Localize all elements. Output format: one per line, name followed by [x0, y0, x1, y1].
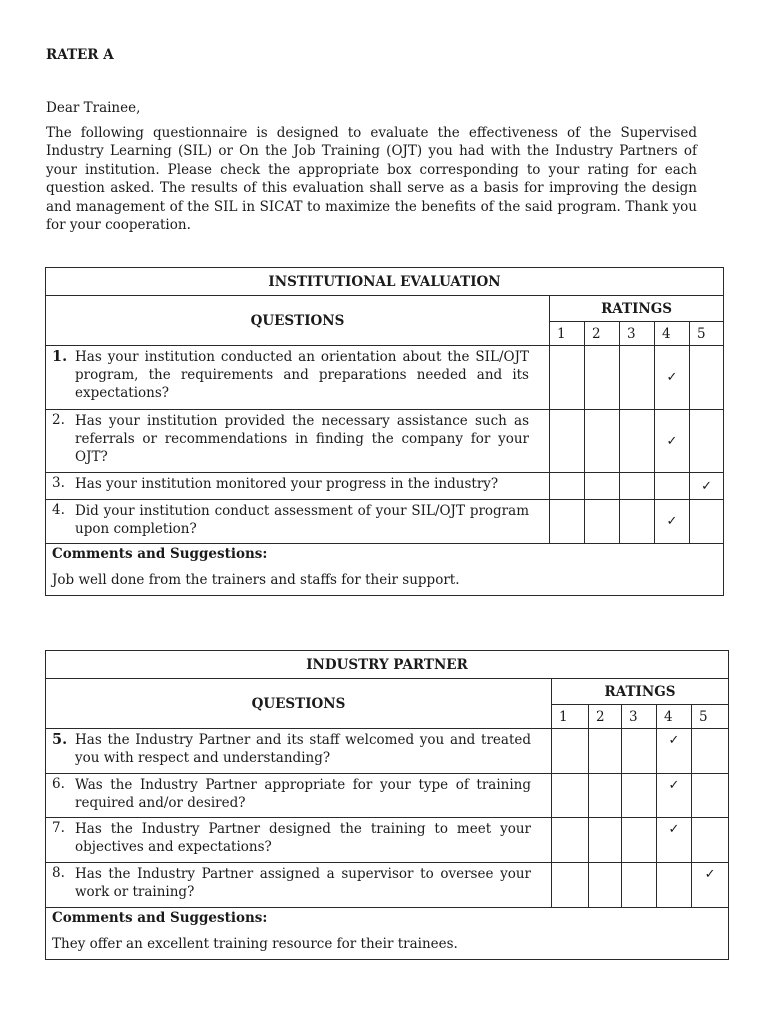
question-cell [46, 774, 552, 818]
comments-row [46, 544, 724, 596]
check-mark-icon: ✓ [666, 370, 678, 385]
rating-box-5[interactable] [690, 473, 724, 500]
comments-label: Comments and Suggestions: [52, 910, 268, 926]
question-text: Was the Industry Partner appropriate for your type of training required and/or desired? [75, 777, 531, 812]
rating-box-2[interactable] [585, 473, 620, 500]
rating-box-2[interactable] [589, 729, 622, 774]
rating-scale-2: 2 [589, 705, 622, 729]
ratings-header: RATINGS [550, 296, 724, 322]
table-title: INSTITUTIONAL EVALUATION [46, 268, 724, 296]
table-title: INDUSTRY PARTNER [46, 651, 729, 679]
rater-label: RATER A [46, 47, 114, 63]
table-row [46, 346, 724, 410]
check-mark-icon: ✓ [666, 433, 678, 449]
rating-scale-4: 4 [655, 322, 690, 346]
question-text: Did your institution conduct assessment of your SIL/OJT program upon completion? [75, 503, 529, 538]
table-row [46, 500, 724, 544]
check-mark-icon: ✓ [701, 478, 712, 494]
rating-box-1[interactable] [552, 774, 589, 818]
question-number: 5. [52, 731, 68, 748]
question-text: Has the Industry Partner and its staff welcomed you and treated you with respect and understanding? [75, 732, 531, 767]
rating-scale-1: 1 [550, 322, 585, 346]
question-text: Has the Industry Partner designed the training to meet your objectives and expectations? [75, 821, 531, 856]
rating-scale-4: 4 [657, 705, 692, 729]
question-number: 2. [52, 412, 65, 428]
question-cell [46, 346, 550, 410]
rating-box-3[interactable] [622, 818, 657, 863]
rating-box-1[interactable] [552, 818, 589, 863]
rating-box-2[interactable] [585, 410, 620, 473]
rating-scale-1: 1 [552, 705, 589, 729]
rating-box-1[interactable] [550, 346, 585, 410]
rating-box-4[interactable] [657, 863, 692, 908]
intro-paragraph: The following questionnaire is designed to evaluate the effectiveness of the Supervised Industry Learning (SIL) or On the Job Training (OJT) you had with the Industry Partners of your institution. Please check the appropriate box corresponding to your rating for each question asked. The results of this evaluation shall serve as a basis for improving the design and management of the SIL in SICAT to maximize the benefits of the said program. Thank you for your cooperation. [46, 125, 697, 234]
question-cell [46, 500, 550, 544]
question-number: 8. [52, 865, 65, 881]
comments-label: Comments and Suggestions: [52, 546, 268, 562]
comments-cell [46, 908, 729, 960]
question-cell [46, 863, 552, 908]
comments-cell [46, 544, 724, 596]
rating-box-4[interactable] [655, 410, 690, 473]
rating-scale-3: 3 [622, 705, 657, 729]
check-mark-icon: ✓ [704, 867, 716, 882]
question-number: 6. [52, 776, 65, 792]
question-number: 7. [52, 820, 65, 836]
question-text: Has your institution conducted an orientation about the SIL/OJT program, the requirements and preparations needed and its expectations? [75, 349, 529, 402]
rating-box-5[interactable] [692, 818, 729, 863]
rating-box-4[interactable] [655, 500, 690, 544]
table-row [46, 863, 729, 908]
rating-box-3[interactable] [620, 410, 655, 473]
check-mark-icon: ✓ [668, 733, 680, 748]
question-text: Has the Industry Partner assigned a supervisor to oversee your work or training? [75, 866, 531, 901]
table-row [46, 774, 729, 818]
rating-box-3[interactable] [620, 473, 655, 500]
rating-box-5[interactable] [692, 729, 729, 774]
question-cell [46, 818, 552, 863]
check-mark-icon: ✓ [666, 514, 678, 529]
rating-box-1[interactable] [550, 500, 585, 544]
rating-box-4[interactable] [657, 818, 692, 863]
question-number: 3. [52, 475, 65, 491]
rating-box-5[interactable] [692, 774, 729, 818]
question-number: 1. [52, 348, 68, 365]
rating-box-3[interactable] [620, 346, 655, 410]
question-text: Has your institution monitored your progress in the industry? [75, 476, 499, 492]
question-number: 4. [52, 502, 65, 518]
rating-scale-2: 2 [585, 322, 620, 346]
check-mark-icon: ✓ [668, 778, 680, 793]
table-row [46, 818, 729, 863]
rating-box-4[interactable] [657, 729, 692, 774]
rating-box-3[interactable] [620, 500, 655, 544]
rating-box-4[interactable] [657, 774, 692, 818]
comments-row [46, 908, 729, 960]
table-row [46, 729, 729, 774]
rating-box-2[interactable] [589, 774, 622, 818]
rating-box-2[interactable] [589, 863, 622, 908]
questions-header: QUESTIONS [46, 679, 552, 729]
institutional-evaluation-table [45, 267, 724, 596]
rating-box-4[interactable] [655, 473, 690, 500]
rating-scale-5: 5 [690, 322, 724, 346]
table-row [46, 410, 724, 473]
rating-box-5[interactable] [690, 500, 724, 544]
greeting: Dear Trainee, [46, 100, 141, 116]
rating-box-1[interactable] [552, 729, 589, 774]
check-mark-icon: ✓ [668, 822, 680, 837]
rating-box-2[interactable] [585, 500, 620, 544]
comments-text[interactable]: Job well done from the trainers and staffs for their support. [52, 572, 460, 588]
question-cell [46, 473, 550, 500]
question-text: Has your institution provided the necessary assistance such as referrals or recommendations in finding the company for your OJT? [75, 413, 529, 466]
comments-text[interactable]: They offer an excellent training resource for their trainees. [52, 936, 458, 952]
rating-scale-5: 5 [692, 705, 729, 729]
questions-header: QUESTIONS [46, 296, 550, 346]
rating-box-5[interactable] [690, 410, 724, 473]
question-cell [46, 729, 552, 774]
rating-box-2[interactable] [589, 818, 622, 863]
table-row [46, 473, 724, 500]
rating-box-2[interactable] [585, 346, 620, 410]
industry-partner-table [45, 650, 729, 960]
rating-box-1[interactable] [550, 410, 585, 473]
ratings-header: RATINGS [552, 679, 729, 705]
rating-box-3[interactable] [622, 774, 657, 818]
rating-box-4[interactable] [655, 346, 690, 410]
rating-box-3[interactable] [622, 863, 657, 908]
rating-box-1[interactable] [552, 863, 589, 908]
rating-box-1[interactable] [550, 473, 585, 500]
rating-box-3[interactable] [622, 729, 657, 774]
rating-scale-3: 3 [620, 322, 655, 346]
rating-box-5[interactable] [690, 346, 724, 410]
question-cell [46, 410, 550, 473]
rating-box-5[interactable] [692, 863, 729, 908]
